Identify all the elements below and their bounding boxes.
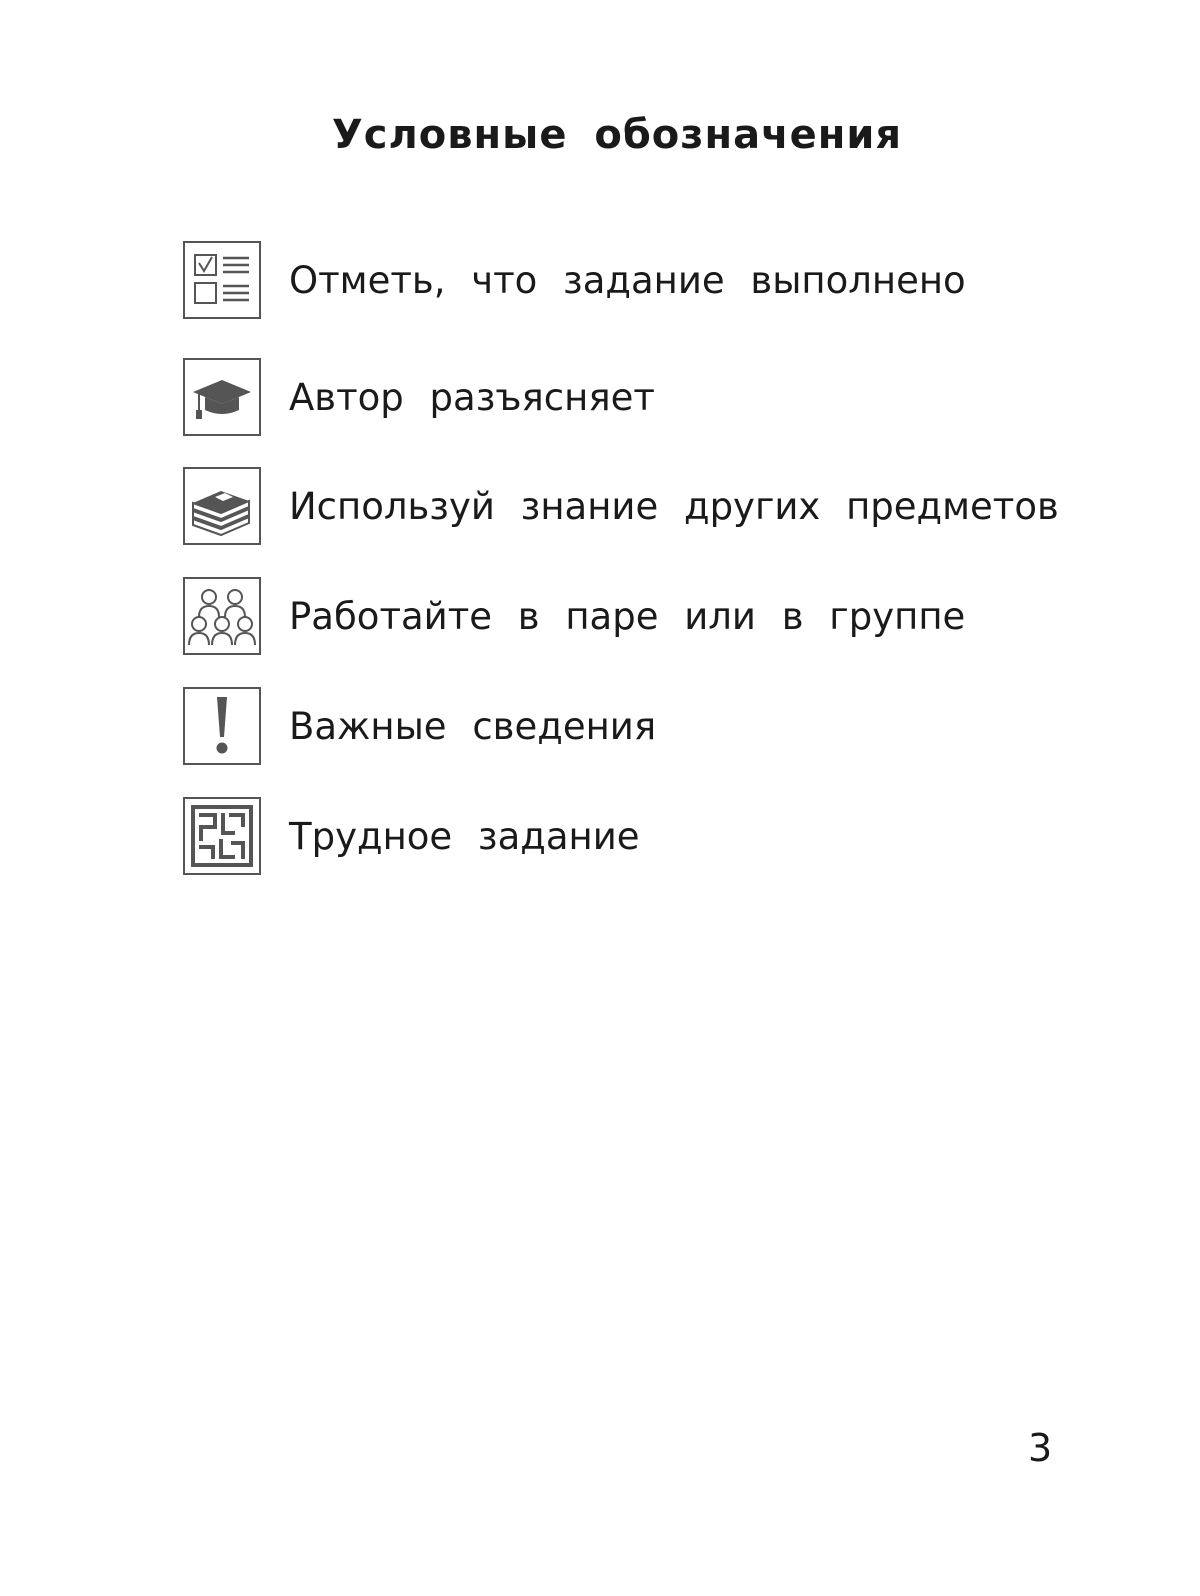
books-icon (183, 467, 261, 545)
legend-label: Отметь, что задание выполнено (289, 258, 966, 302)
legend-item-group-work (183, 577, 965, 655)
legend-label: Автор разъясняет (289, 375, 655, 419)
legend-label: Важные сведения (289, 704, 657, 748)
checklist-icon (183, 241, 261, 319)
graduation-cap-icon (183, 358, 261, 436)
maze-icon (183, 797, 261, 875)
page-number: 3 (1028, 1426, 1053, 1470)
exclamation-icon (183, 687, 261, 765)
page-title: Условные обозначения (331, 112, 903, 158)
legend-label: Работайте в паре или в группе (289, 594, 966, 638)
legend-item-hard-task (183, 797, 640, 875)
legend-label: Трудное задание (289, 814, 640, 858)
legend-item-checklist (183, 241, 966, 319)
legend-item-important (183, 687, 656, 765)
legend-item-other-subjects (183, 467, 1059, 545)
legend-item-author (183, 358, 655, 436)
legend-label: Используй знание других предметов (289, 484, 1059, 528)
group-icon (183, 577, 261, 655)
